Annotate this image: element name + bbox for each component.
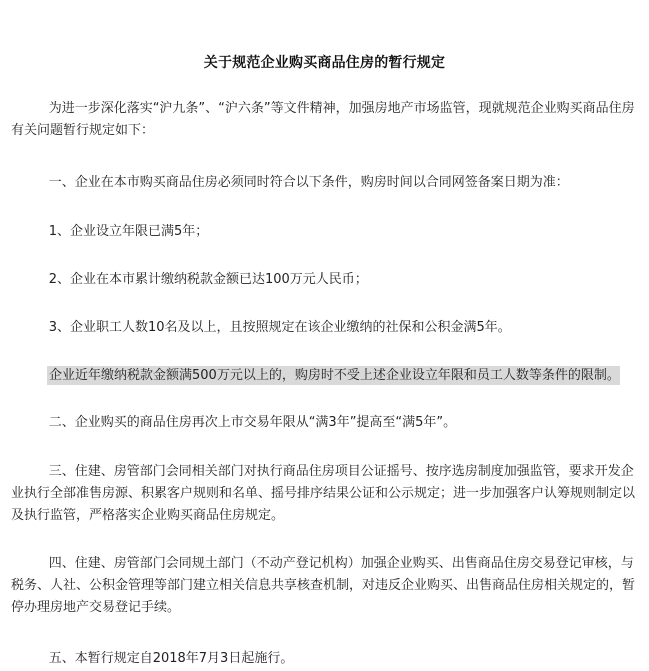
- document-title: 关于规范企业购买商品住房的暂行规定: [203, 55, 446, 71]
- highlighted-text: 企业近年缴纳税款金额满500万元以上的，购房时不受上述企业设立年限和员工人数等条件的限制。: [49, 368, 620, 383]
- paragraph-intro: 为进一步深化落实“沪九条”、“沪六条”等文件精神，加强房地产市场监管，现就规范企业购买商品住房有关问题暂行规定如下：: [11, 101, 635, 138]
- paragraph-section-1: 一、企业在本市购买商品住房必须同时符合以下条件，购房时间以合同网签备案日期为准：: [48, 175, 569, 190]
- paragraph-condition-2: 2、企业在本市累计缴纳税款金额已达100万元人民币；: [48, 272, 368, 287]
- paragraph-section-2: 二、企业购买的商品住房再次上市交易年限从“满3年”提高至“满5年”。: [48, 415, 457, 430]
- paragraph-section-4: 四、住建、房管部门会同规土部门（不动产登记机构）加强企业购买、出售商品住房交易登记审核，与税务、人社、公积金管理等部门建立相关信息共享核查机制，对违反企业购买、出售商品住房相关规定的，暂停办理房地产交易登记手续。: [11, 556, 636, 615]
- paragraph-section-5: 五、本暂行规定自2018年7月3日起施行。: [48, 651, 294, 666]
- paragraph-section-3: 三、住建、房管部门会同相关部门对执行商品住房项目公证摇号、按序选房制度加强监管，要求开发企业执行全部准售房源、积累客户规则和名单、摇号排序结果公证和公示规定；进一步加强客户认筹规则制定以及执行监管，严格落实企业购买商品住房规定。: [11, 464, 636, 523]
- paragraph-exception: [49, 365, 620, 387]
- paragraph-condition-1: 1、企业设立年限已满5年；: [48, 224, 209, 239]
- paragraph-condition-3: 3、企业职工人数10名及以上，且按照规定在该企业缴纳的社保和公积金满5年。: [48, 320, 511, 335]
